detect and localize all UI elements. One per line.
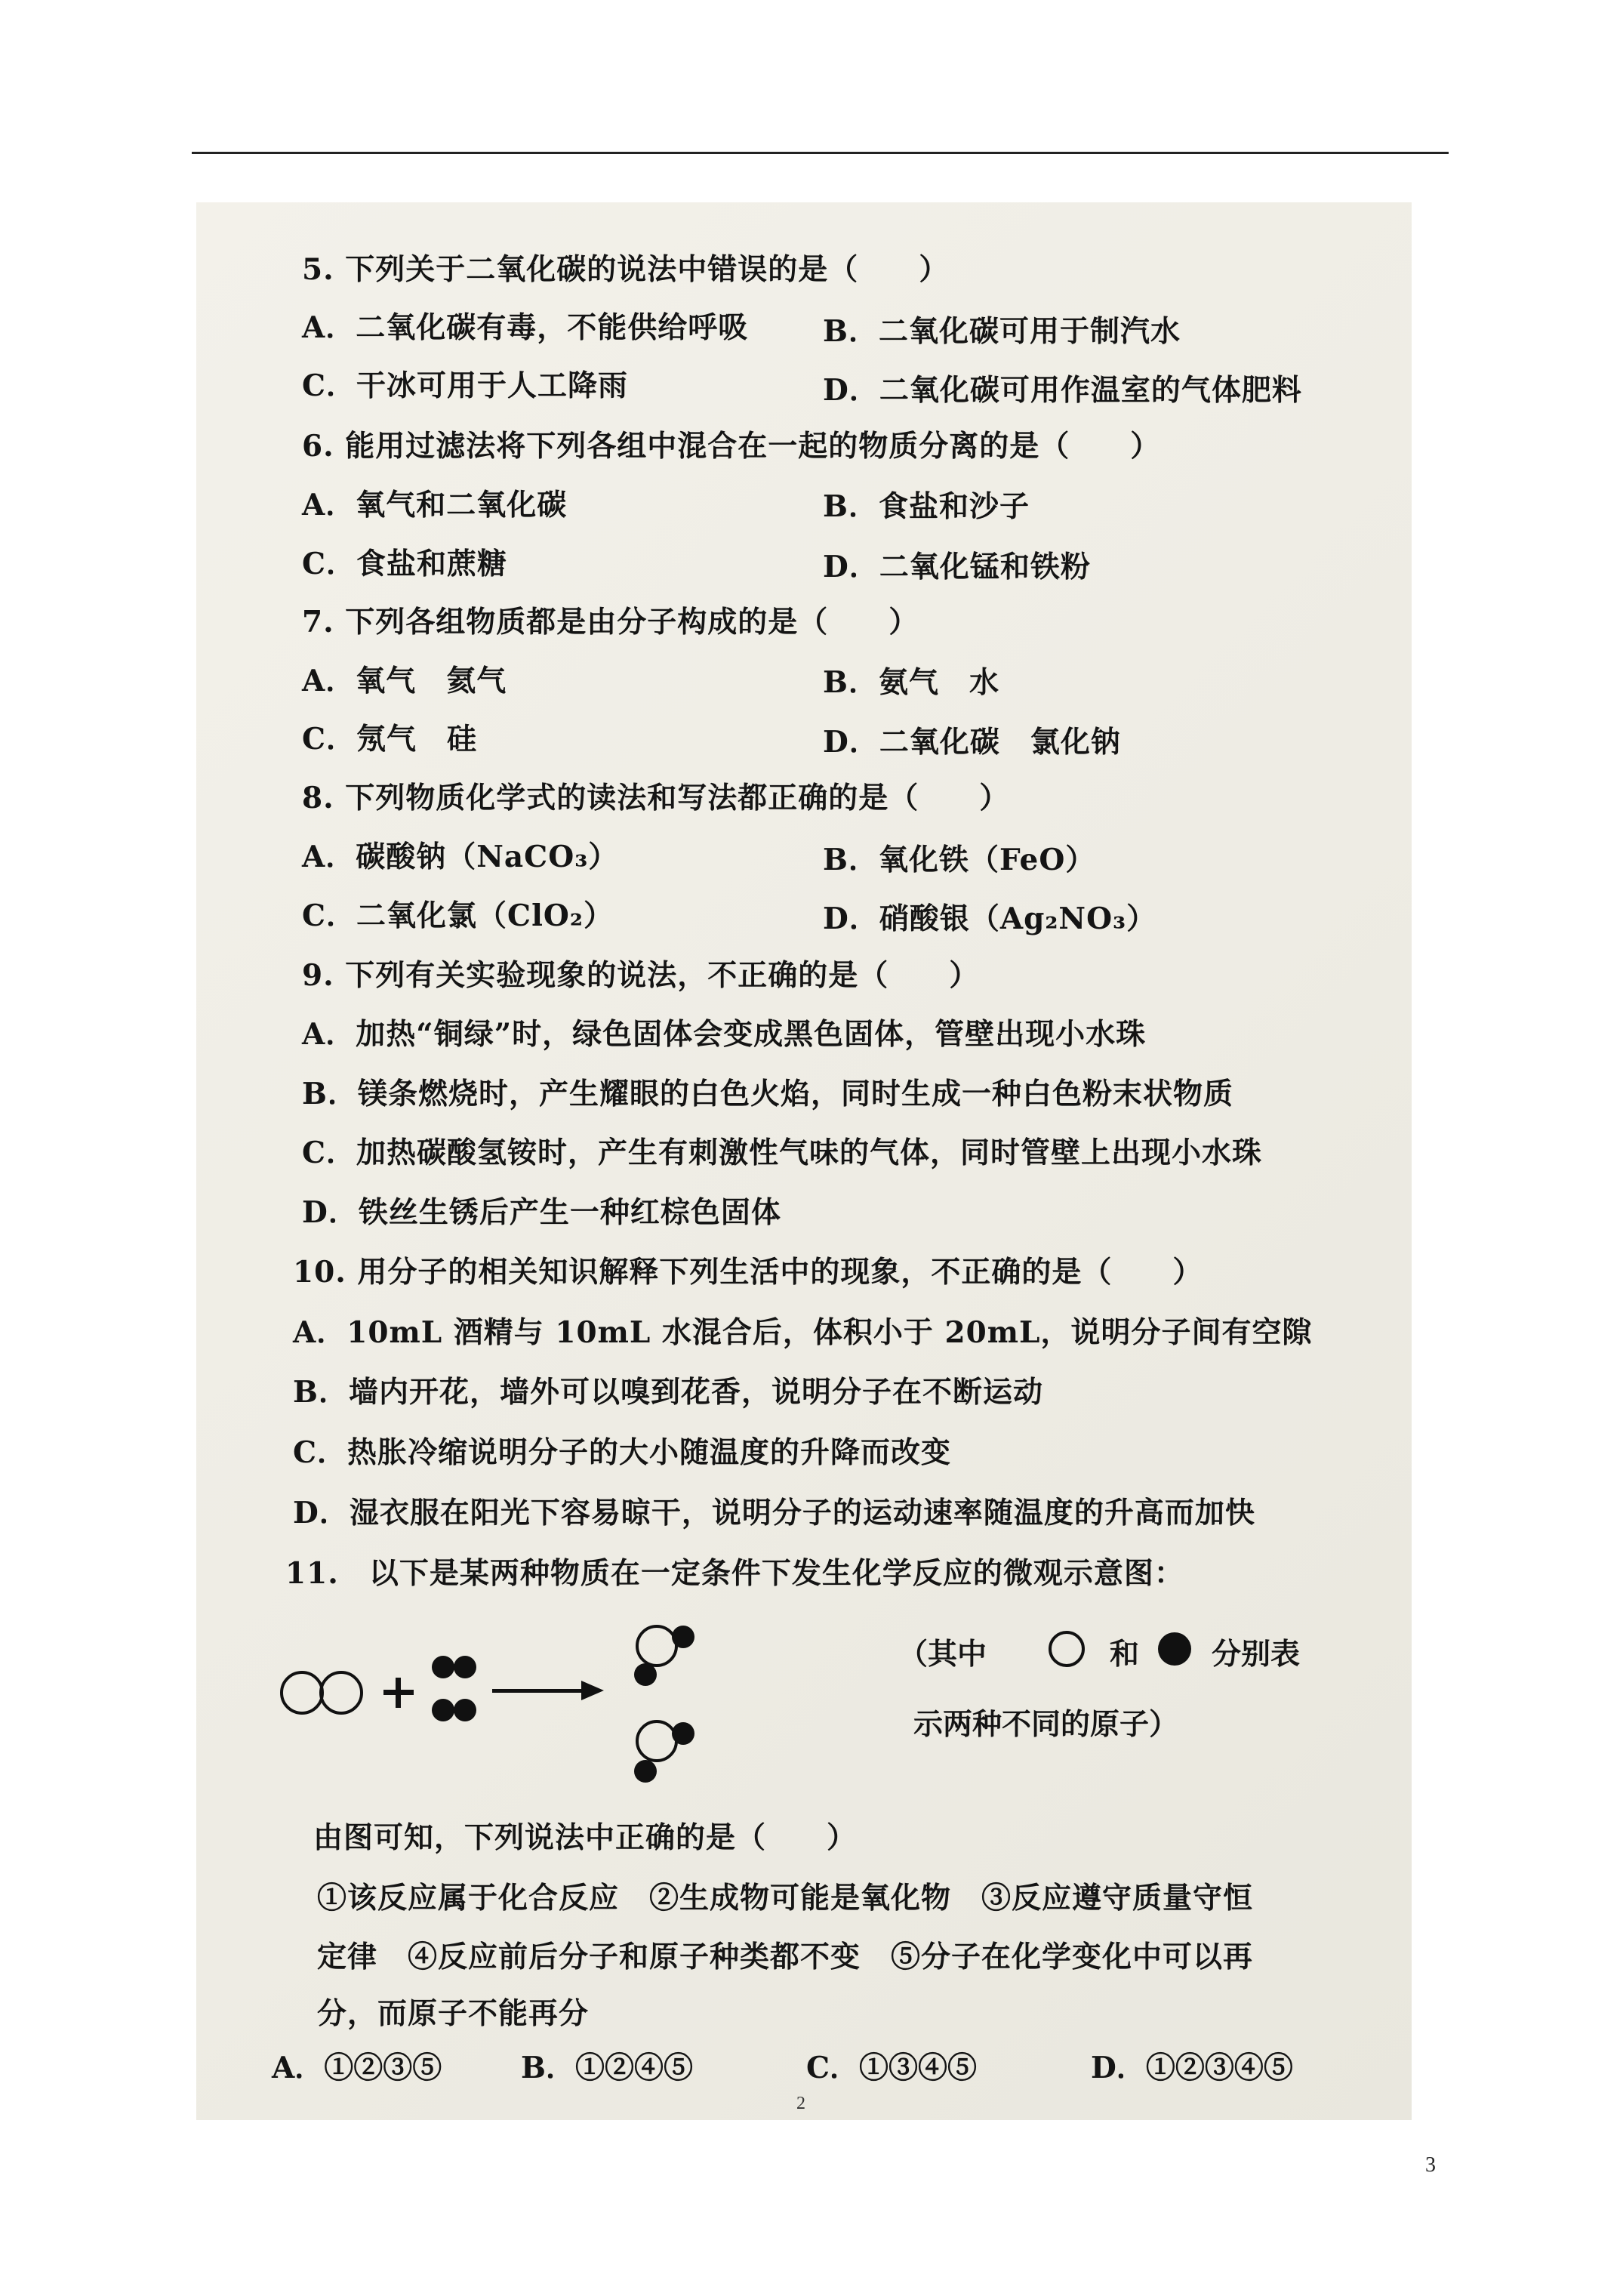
question-8-option-d: D．硝酸银（Ag₂NO₃） xyxy=(823,901,1157,936)
reactant-white-molecule xyxy=(282,1672,362,1713)
page-number: 3 xyxy=(1425,2153,1436,2177)
reaction-diagram xyxy=(272,1614,891,1795)
product-molecule xyxy=(634,1721,694,1783)
question-11-option-a: A．①②③⑤ xyxy=(272,2051,442,2085)
question-9-option-a: A．加热“铜绿”时，绿色固体会变成黑色固体，管壁出现小水珠 xyxy=(302,1017,1147,1052)
question-6-option-d: D．二氧化锰和铁粉 xyxy=(823,550,1091,584)
reaction-arrow xyxy=(492,1681,604,1700)
question-10-stem: 10. 用分子的相关知识解释下列生活中的现象，不正确的是（ ） xyxy=(293,1255,1203,1290)
question-10-option-d: D．湿衣服在阳光下容易晾干，说明分子的运动速率随温度的升高而加快 xyxy=(293,1496,1255,1530)
scanned-page-photo xyxy=(196,202,1412,2120)
question-11-statement-line1: ①该反应属于化合反应 ②生成物可能是氧化物 ③反应遵守质量守恒 xyxy=(317,1881,1254,1915)
question-8-option-b: B．氧化铁（FeO） xyxy=(823,843,1096,877)
question-11-option-d: D．①②③④⑤ xyxy=(1091,2051,1293,2085)
question-11-statement-line2: 定律 ④反应前后分子和原子种类都不变 ⑤分子在化学变化中可以再 xyxy=(317,1940,1254,1974)
question-11-option-c: C．①③④⑤ xyxy=(806,2051,978,2085)
reactant-black-molecule xyxy=(432,1656,476,1678)
legend-text-line2: 示两种不同的原子） xyxy=(913,1707,1179,1742)
white-atom-legend-icon xyxy=(1046,1628,1088,1670)
question-8-option-c: C．二氧化氯（ClO₂） xyxy=(302,898,614,933)
question-5-option-a: A．二氧化碳有毒，不能供给呼吸 xyxy=(302,310,749,345)
question-11-option-b: B．①②④⑤ xyxy=(521,2051,693,2085)
question-7-option-a: A．氧气 氦气 xyxy=(302,664,507,698)
question-10-option-b: B．墙内开花，墙外可以嗅到花香，说明分子在不断运动 xyxy=(293,1375,1043,1410)
question-6-stem: 6. 能用过滤法将下列各组中混合在一起的物质分离的是（ ） xyxy=(302,429,1161,464)
question-9-stem: 9. 下列有关实验现象的说法，不正确的是（ ） xyxy=(302,958,980,993)
question-8-stem: 8. 下列物质化学式的读法和写法都正确的是（ ） xyxy=(302,781,1010,815)
question-7-stem: 7. 下列各组物质都是由分子构成的是（ ） xyxy=(302,605,919,639)
question-9-option-c: C．加热碳酸氢铵时，产生有刺激性气味的气体，同时管壁上出现小水珠 xyxy=(302,1136,1263,1170)
question-7-option-d: D．二氧化碳 氯化钠 xyxy=(823,725,1121,760)
top-rule xyxy=(192,152,1449,154)
question-5-option-c: C．干冰可用于人工降雨 xyxy=(302,368,629,403)
legend-text-and: 和 xyxy=(1110,1637,1140,1672)
question-11-stem: 11. 以下是某两种物质在一定条件下发生化学反应的微观示意图： xyxy=(285,1556,1184,1591)
question-11-prompt: 由图可知，下列说法中正确的是（ ） xyxy=(313,1820,858,1855)
legend-text-part1: （其中 xyxy=(898,1637,987,1672)
question-7-option-b: B．氨气 水 xyxy=(823,665,999,700)
question-6-option-a: A．氧气和二氧化碳 xyxy=(302,488,568,522)
question-8-option-a: A．碳酸钠（NaCO₃） xyxy=(302,840,619,874)
question-10-option-c: C．热胀冷缩说明分子的大小随温度的升降而改变 xyxy=(293,1435,952,1470)
question-5-stem: 5. 下列关于二氧化碳的说法中错误的是（ ） xyxy=(302,252,950,287)
product-molecule xyxy=(634,1626,694,1686)
question-5-option-b: B．二氧化碳可用于制汽水 xyxy=(823,314,1181,349)
question-11-statement-line3: 分，而原子不能再分 xyxy=(317,1996,590,2031)
question-6-option-c: C．食盐和蔗糖 xyxy=(302,547,508,581)
question-9-option-b: B．镁条燃烧时，产生耀眼的白色火焰，同时生成一种白色粉末状物质 xyxy=(302,1077,1233,1111)
question-7-option-c: C．氖气 硅 xyxy=(302,722,478,757)
reactant-black-molecule xyxy=(432,1699,476,1721)
legend-text-part2: 分别表 xyxy=(1212,1637,1301,1672)
photo-page-number: 2 xyxy=(796,2094,805,2113)
question-10-option-a: A．10mL 酒精与 10mL 水混合后，体积小于 20mL，说明分子间有空隙 xyxy=(293,1315,1313,1350)
plus-sign xyxy=(383,1678,414,1708)
question-5-option-d: D．二氧化碳可用作温室的气体肥料 xyxy=(823,373,1302,408)
question-6-option-b: B．食盐和沙子 xyxy=(823,489,1030,524)
question-9-option-d: D．铁丝生锈后产生一种红棕色固体 xyxy=(302,1195,781,1230)
black-atom-legend-icon xyxy=(1153,1628,1196,1670)
